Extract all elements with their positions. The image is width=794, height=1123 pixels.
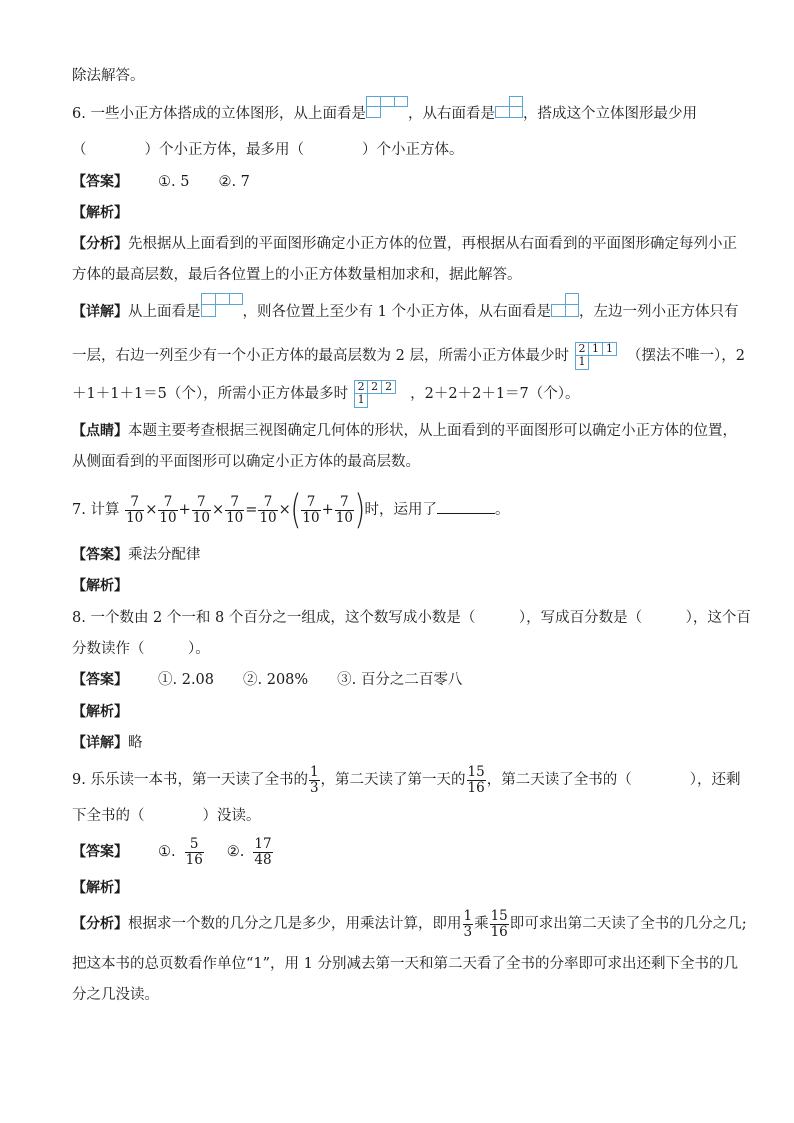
answer-8 bbox=[72, 670, 462, 690]
xiangjie-text: 一层，右边一列至少有一个小正方体的最高层数为 2 层，所需小正方体最少时 bbox=[72, 348, 569, 364]
fenxi-text: 乘 bbox=[474, 916, 489, 932]
q9-text: 下全书的（ ）没读。 bbox=[72, 808, 261, 824]
grid-cell: 2 bbox=[354, 380, 368, 394]
operator: × bbox=[211, 502, 225, 518]
fenxi-tag: 【分析】 bbox=[72, 916, 128, 932]
fenxi-text: 先根据从上面看到的平面图形确定小正方体的位置，再根据从右面看到的平面图形确定每列小正 bbox=[128, 236, 737, 252]
fenxi-9-line2 bbox=[72, 954, 738, 974]
fraction: $\frac{17}{48}$ bbox=[254, 835, 272, 868]
grid-cell: 2 bbox=[367, 380, 382, 394]
dianjing-line2 bbox=[72, 452, 420, 472]
xiangjie-text: ，左边一列小正方体只有 bbox=[578, 304, 739, 320]
operator: × bbox=[145, 502, 158, 518]
fenxi-text: 即可求出第二天读了全书的几分之几; bbox=[509, 916, 747, 932]
grid-cell: 2 bbox=[381, 380, 396, 394]
analysis-tag: 【解析】 bbox=[72, 578, 128, 594]
question-6 bbox=[72, 104, 697, 124]
q6-text: 6. 一些小正方体搭成的立体图形，从上面看是 bbox=[72, 106, 366, 122]
xiangjie-text: 从上面看是 bbox=[128, 304, 201, 320]
xiangjie-line2 bbox=[72, 342, 745, 370]
answer-text: ①. 2.08 ②. 208% ③. 百分之二百零八 bbox=[158, 672, 463, 688]
xiangjie-line3 bbox=[72, 380, 580, 408]
analysis-header bbox=[72, 702, 128, 722]
grid-cell: 1 bbox=[575, 355, 589, 370]
q9-text: ，第二天读了全书的（ ），还剩 bbox=[486, 772, 741, 788]
answer-tag: 【答案】 bbox=[72, 844, 128, 860]
answer-9 bbox=[72, 833, 274, 871]
fraction: $\frac{15}{16}$ bbox=[490, 907, 508, 940]
fraction: $\frac{7}{10}$ bbox=[159, 493, 177, 526]
operator: + bbox=[321, 502, 334, 518]
answer-text: ①. bbox=[158, 844, 176, 860]
question-7 bbox=[72, 487, 510, 533]
q7-text: 时，运用了 bbox=[364, 502, 438, 518]
fenxi-9-line1 bbox=[72, 905, 747, 943]
question-8-line2 bbox=[72, 639, 210, 659]
answer-tag: 【答案】 bbox=[72, 547, 128, 563]
question-9 bbox=[72, 761, 740, 799]
fraction: $\frac{7}{10}$ bbox=[192, 493, 210, 526]
answer-6 bbox=[72, 172, 250, 192]
answer-text: ①. 5 ②. 7 bbox=[158, 174, 250, 190]
grid-cell: 1 bbox=[354, 393, 368, 408]
xiangjie-text: ，则各位置上至少有 1 个小正方体，从右面看是 bbox=[242, 304, 551, 320]
xiangjie-tag: 【详解】 bbox=[72, 735, 128, 751]
fraction: $\frac{7}{10}$ bbox=[335, 493, 353, 526]
dianjing-text: 从侧面看到的平面图形可以确定小正方体的最高层数。 bbox=[72, 454, 420, 470]
fenxi-tag: 【分析】 bbox=[72, 236, 128, 252]
q9-text: 9. 乐乐读一本书，第一天读了全书的 bbox=[72, 772, 308, 788]
operator: + bbox=[178, 502, 191, 518]
fraction: $\frac{7}{10}$ bbox=[302, 493, 320, 526]
right-paren: ) bbox=[354, 487, 366, 533]
answer-text: 乘法分配律 bbox=[128, 547, 201, 563]
answer-text: ②. bbox=[226, 844, 245, 860]
fraction: $\frac{7}{10}$ bbox=[259, 493, 277, 526]
q6-text: ，搭成这个立体图形最少用 bbox=[522, 106, 697, 122]
fenxi-9-line3 bbox=[72, 985, 159, 1005]
min-arrangement-grid bbox=[575, 342, 617, 370]
grid-cell: 1 bbox=[588, 342, 603, 356]
fenxi-text: 方体的最高层数，最后各位置上的小正方体数量相加求和，据此解答。 bbox=[72, 267, 522, 283]
right-view-grid bbox=[495, 96, 523, 118]
question-6-line2 bbox=[72, 140, 464, 160]
q6-text: ，从右面看是 bbox=[407, 106, 495, 122]
max-arrangement-grid bbox=[354, 380, 396, 408]
fenxi-line1 bbox=[72, 234, 737, 254]
grid-cell: 2 bbox=[575, 342, 589, 356]
fraction: $\frac{5}{16}$ bbox=[185, 835, 203, 868]
dianjing-line1 bbox=[72, 421, 737, 441]
fenxi-line2 bbox=[72, 265, 522, 285]
question-9-line2 bbox=[72, 806, 261, 826]
fraction: $\frac{15}{16}$ bbox=[467, 763, 485, 796]
q9-text: ，第二天读了第一天的 bbox=[320, 772, 466, 788]
answer-7 bbox=[72, 545, 201, 565]
operator: × bbox=[278, 502, 291, 518]
text: 除法解答。 bbox=[72, 68, 145, 84]
left-paren: ( bbox=[290, 487, 302, 533]
q7-text: 。 bbox=[495, 502, 510, 518]
xiangjie-text: ＋1＋1＋1＝5（个），所需小正方体最多时 bbox=[72, 386, 349, 402]
dianjing-text: 本题主要考查根据三视图确定几何体的形状，从上面看到的平面图形可以确定小正方体的位置， bbox=[128, 423, 737, 439]
analysis-header bbox=[72, 576, 128, 596]
grid-cell: 1 bbox=[602, 342, 617, 356]
dianjing-tag: 【点睛】 bbox=[72, 423, 128, 439]
operator: = bbox=[245, 502, 258, 518]
fraction: $\frac{7}{10}$ bbox=[226, 493, 244, 526]
fenxi-text: 把这本书的总页数看作单位“1”，用 1 分别减去第一天和第二天看了全书的分率即可求出还剩下全书的几 bbox=[72, 956, 738, 972]
q8-text: 8. 一个数由 2 个一和 8 个百分之一组成，这个数写成小数是（ ），写成百分数是（ ），这个百 bbox=[72, 610, 751, 626]
fenxi-text: 根据求一个数的几分之几是多少，用乘法计算，即用 bbox=[128, 916, 462, 932]
analysis-header bbox=[72, 203, 128, 223]
question-8 bbox=[72, 608, 751, 628]
answer-tag: 【答案】 bbox=[72, 174, 128, 190]
right-view-grid bbox=[551, 293, 579, 317]
q8-text: 分数读作（ ）。 bbox=[72, 641, 210, 657]
answer-blank[interactable] bbox=[437, 499, 495, 514]
xiangjie-text: ，2＋2＋2＋1＝7（个）。 bbox=[410, 386, 580, 402]
top-view-grid bbox=[201, 293, 243, 317]
fraction: $\frac{1}{3}$ bbox=[309, 763, 319, 796]
analysis-header bbox=[72, 878, 128, 898]
fraction: $\frac{1}{3}$ bbox=[463, 907, 473, 940]
top-view-grid bbox=[366, 96, 408, 118]
text-line bbox=[72, 66, 145, 86]
analysis-tag: 【解析】 bbox=[72, 880, 128, 896]
analysis-tag: 【解析】 bbox=[72, 205, 128, 221]
xiangjie-tag: 【详解】 bbox=[72, 304, 128, 320]
q6-text: （ ）个小正方体，最多用（ ）个小正方体。 bbox=[72, 142, 464, 158]
q7-text: 7. 计算 bbox=[72, 502, 120, 518]
analysis-tag: 【解析】 bbox=[72, 704, 128, 720]
xiangjie-8 bbox=[72, 733, 143, 753]
xiangjie-line1 bbox=[72, 302, 738, 322]
xiangjie-text: 略 bbox=[128, 735, 143, 751]
xiangjie-text: （摆法不唯一），2 bbox=[626, 348, 745, 364]
answer-tag: 【答案】 bbox=[72, 672, 128, 688]
fenxi-text: 分之几没读。 bbox=[72, 987, 159, 1003]
fraction: $\frac{7}{10}$ bbox=[126, 493, 144, 526]
